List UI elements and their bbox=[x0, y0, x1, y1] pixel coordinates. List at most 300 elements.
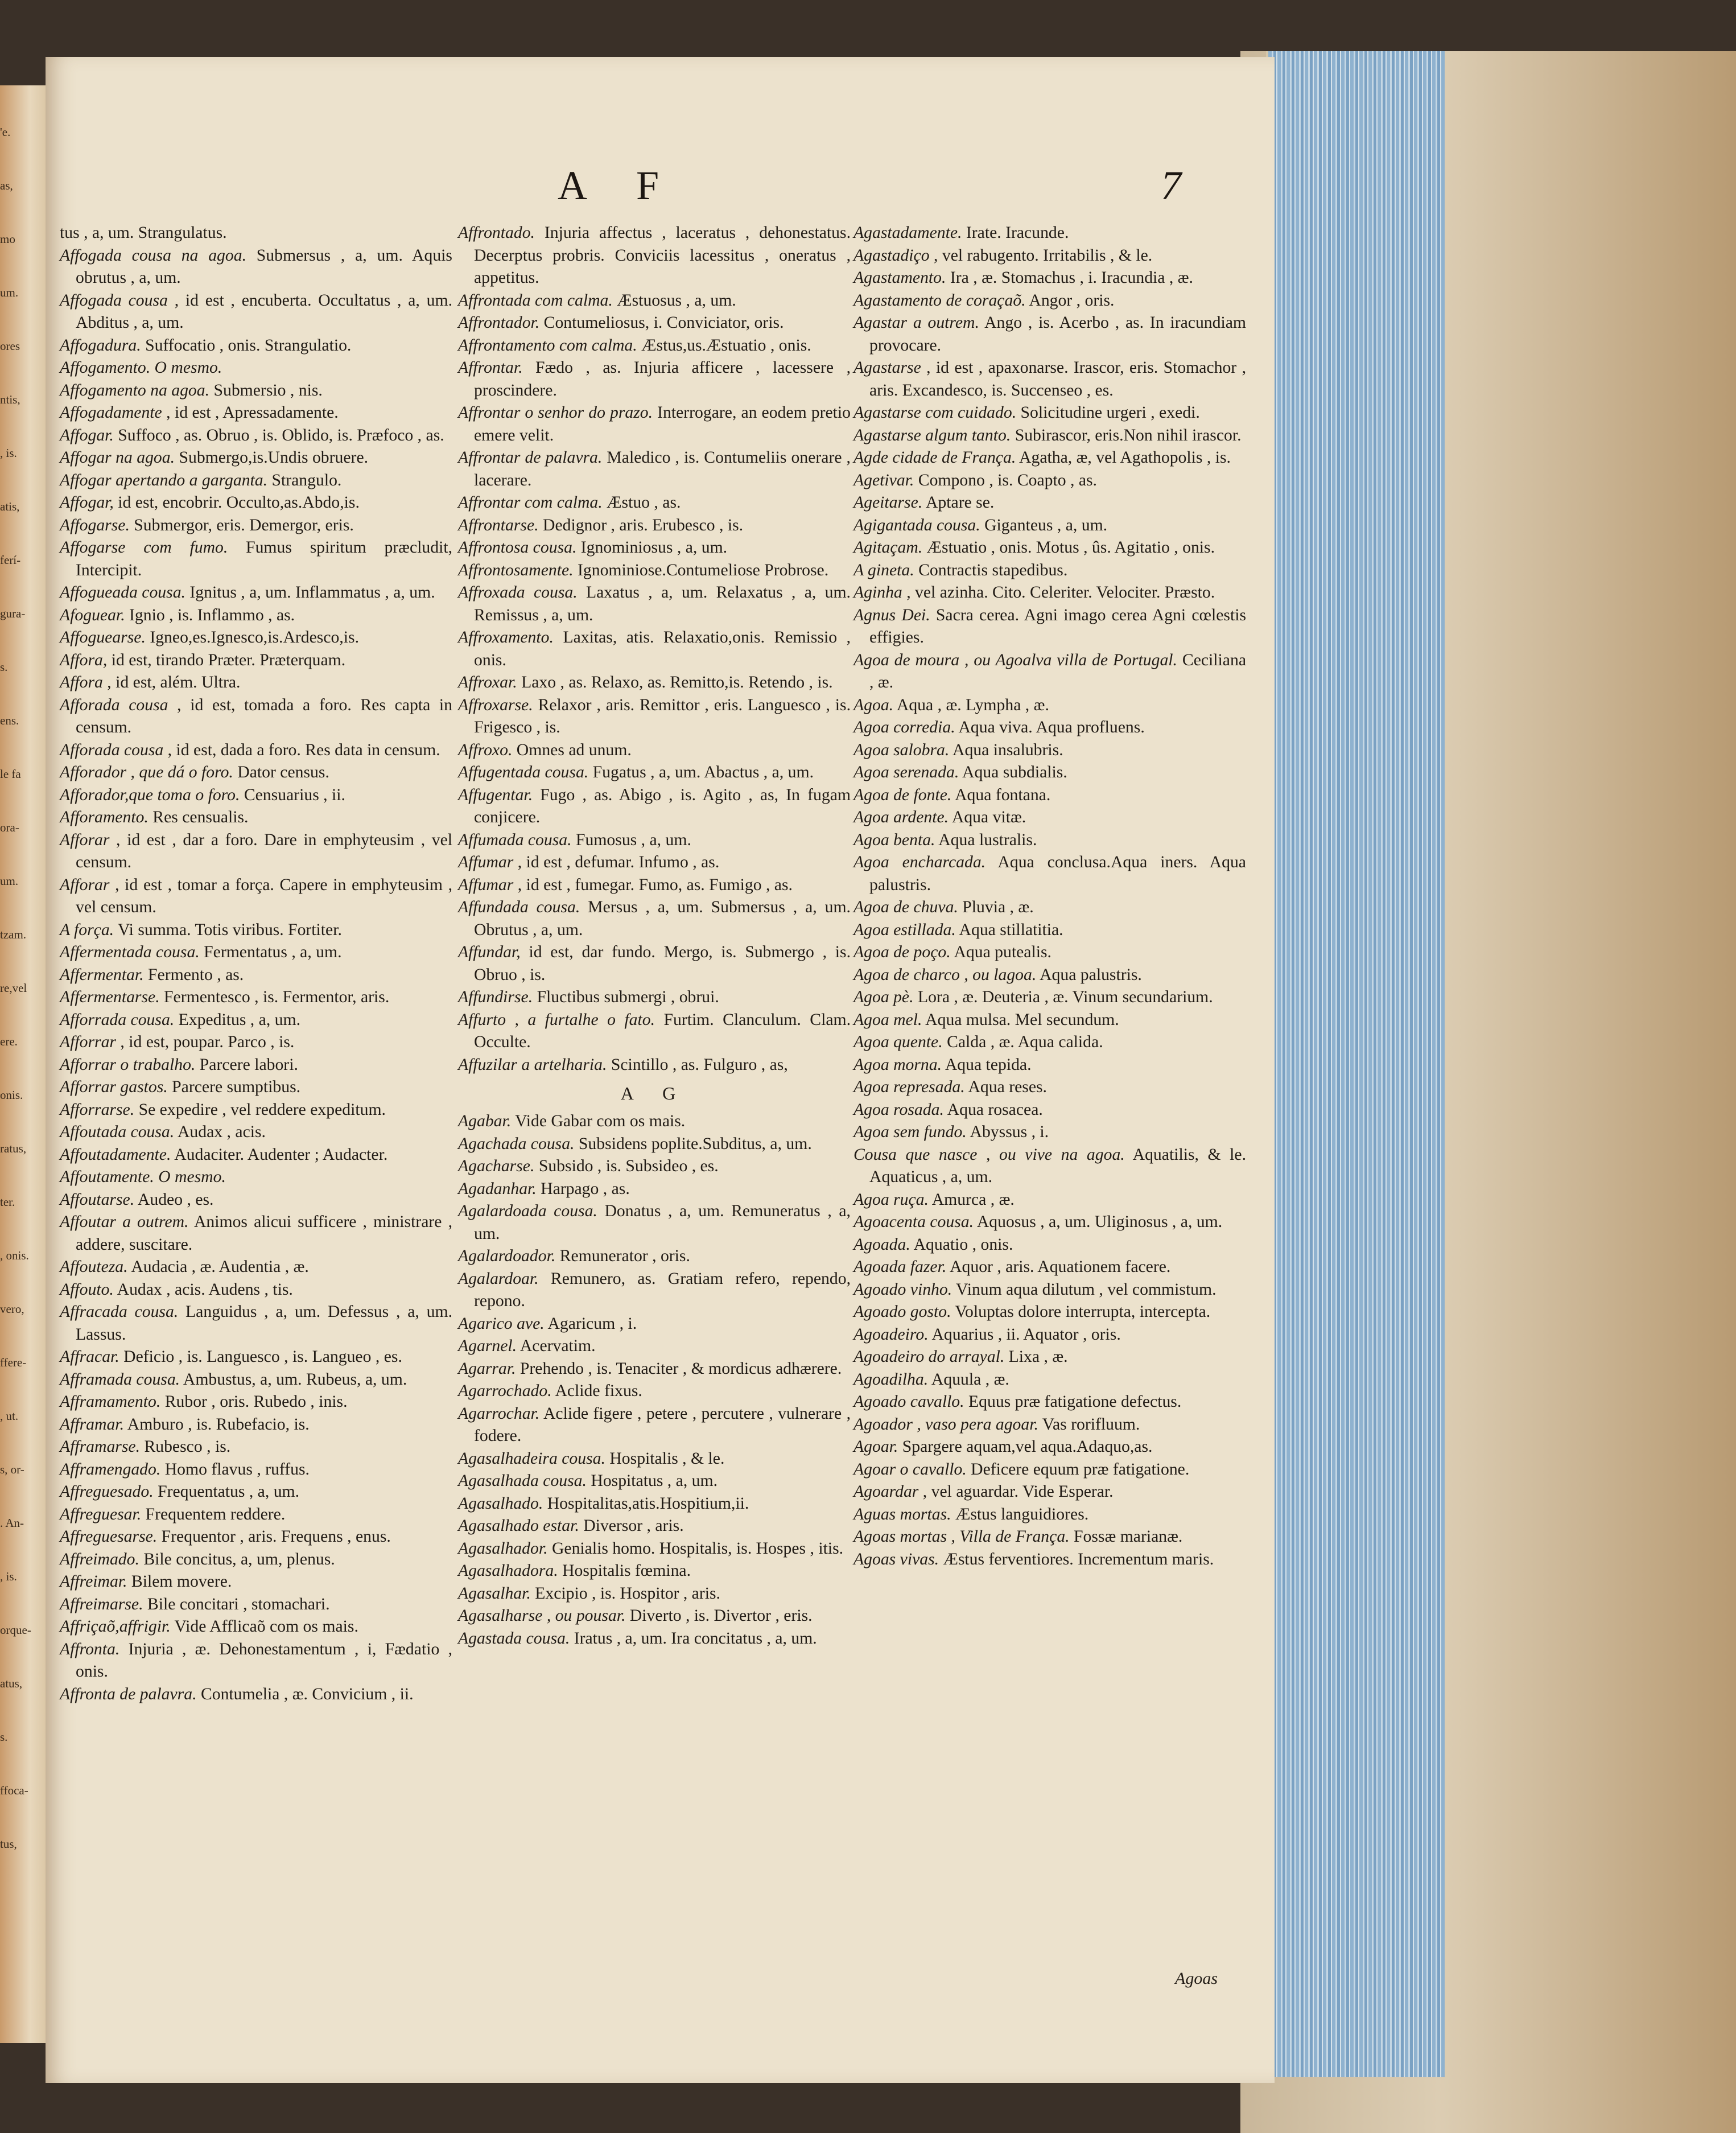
entry-headword: Agabar. bbox=[458, 1112, 512, 1130]
dictionary-entry bbox=[853, 851, 1246, 896]
entry-definition: Injuria affectus , laceratus , dehonestatus. Decerptus probris. Conviciis lacessitus , oneratus , appetitus. bbox=[474, 224, 851, 287]
entry-definition: Fossæ marianæ. bbox=[1069, 1527, 1183, 1546]
entry-headword: Affrontada com calma. bbox=[458, 291, 613, 310]
left-page-text: , is. bbox=[0, 446, 17, 460]
entry-headword: Agastarse algum tanto. bbox=[853, 426, 1011, 444]
left-page-text: ter. bbox=[0, 1195, 15, 1209]
dictionary-entry bbox=[853, 582, 1246, 604]
entry-headword: Agoacenta cousa. bbox=[853, 1213, 974, 1231]
entry-definition: Dedignor , aris. Erubesco , is. bbox=[538, 516, 744, 534]
entry-headword: Afforrada cousa. bbox=[60, 1010, 175, 1029]
entry-definition: id est, encobrir. Occulto,as.Abdo,is. bbox=[113, 493, 360, 512]
entry-definition: Harpago , as. bbox=[536, 1179, 630, 1198]
entry-definition: Voluptas dolore interrupta, intercepta. bbox=[951, 1303, 1211, 1321]
dictionary-entry bbox=[60, 425, 452, 447]
dictionary-entry bbox=[458, 1245, 851, 1268]
entry-definition: Aqua stillatitia. bbox=[955, 920, 1063, 939]
entry-definition: Remunero, as. Gratiam refero, rependo, repono. bbox=[474, 1269, 851, 1310]
dictionary-entry bbox=[458, 559, 851, 582]
dictionary-entry bbox=[60, 829, 452, 874]
dictionary-entry bbox=[60, 1616, 452, 1638]
dictionary-entry bbox=[458, 1358, 851, 1381]
entry-headword: Afforar bbox=[60, 875, 110, 894]
entry-headword: Agastamento de coraçaõ. bbox=[853, 291, 1026, 310]
dictionary-entry bbox=[853, 1189, 1246, 1212]
dictionary-entry bbox=[853, 1211, 1246, 1234]
entry-definition: Animos alicui sufficere , ministrare , addere, suscitare. bbox=[76, 1213, 452, 1254]
entry-headword: Agnus Dei. bbox=[853, 606, 930, 624]
entry-headword: Affermentada cousa. bbox=[60, 943, 200, 961]
dictionary-entry bbox=[60, 380, 452, 402]
left-page-text: um. bbox=[0, 874, 19, 888]
left-page-text: atis, bbox=[0, 500, 20, 513]
dictionary-entry bbox=[458, 1515, 851, 1538]
entry-headword: Affermentar. bbox=[60, 965, 144, 984]
dictionary-entry bbox=[458, 784, 851, 829]
dictionary-entry bbox=[853, 402, 1246, 425]
entry-headword: Agoa represada. bbox=[853, 1078, 965, 1096]
dictionary-entry bbox=[853, 1481, 1246, 1504]
entry-definition: Aqua insalubris. bbox=[949, 740, 1063, 759]
entry-definition: Igneo,es.Ignesco,is.Ardesco,is. bbox=[145, 628, 360, 647]
dictionary-entry bbox=[853, 1369, 1246, 1391]
dictionary-entry bbox=[853, 1459, 1246, 1481]
entry-headword: Agarnel. bbox=[458, 1337, 517, 1355]
entry-definition: Ignitus , a, um. Inflammatus , a, um. bbox=[185, 583, 435, 602]
dictionary-entry bbox=[60, 672, 452, 694]
entry-headword: Agastadamente. bbox=[853, 224, 962, 242]
entry-definition: Fluctibus submergi , obrui. bbox=[533, 988, 719, 1006]
left-page-text: ferí- bbox=[0, 553, 21, 567]
page-block-edge bbox=[1266, 51, 1445, 2077]
dictionary-entry bbox=[60, 964, 452, 987]
left-page-text: ntis, bbox=[0, 393, 20, 406]
dictionary-entry bbox=[458, 514, 851, 537]
entry-definition: Frequentor , aris. Frequens , enus. bbox=[157, 1527, 391, 1546]
dictionary-entry bbox=[458, 874, 851, 897]
entry-definition: , id est, além. Ultra. bbox=[102, 673, 241, 691]
entry-headword: Aginha bbox=[853, 583, 902, 602]
dictionary-entry bbox=[853, 492, 1246, 514]
entry-headword: Agigantada cousa. bbox=[853, 516, 980, 534]
entry-headword: Agoa de charco , ou lagoa. bbox=[853, 965, 1037, 984]
dictionary-entry bbox=[853, 1099, 1246, 1122]
column-1 bbox=[60, 222, 452, 1706]
entry-headword: Afframengado. bbox=[60, 1460, 161, 1479]
entry-definition: Laxatus , a, um. Relaxatus , a, um. Remissus , a, um. bbox=[474, 583, 851, 624]
dictionary-entry bbox=[60, 1054, 452, 1077]
dictionary-entry bbox=[60, 537, 452, 582]
entry-headword: Affora, bbox=[60, 650, 108, 669]
dictionary-entry bbox=[60, 1031, 452, 1054]
entry-headword: Agadanhar. bbox=[458, 1179, 537, 1198]
entry-definition: Fugatus , a, um. Abactus , a, um. bbox=[588, 763, 814, 781]
column-3 bbox=[853, 222, 1246, 1571]
dictionary-entry bbox=[853, 806, 1246, 829]
entry-headword: Agasalhador. bbox=[458, 1539, 548, 1558]
entry-headword: Agalardoador. bbox=[458, 1247, 556, 1265]
left-page-text: um. bbox=[0, 286, 19, 299]
dictionary-entry bbox=[458, 829, 851, 852]
dictionary-entry bbox=[60, 582, 452, 604]
entry-definition: Frequentem reddere. bbox=[141, 1505, 286, 1523]
entry-headword: Agoa mel. bbox=[853, 1010, 922, 1029]
dictionary-entry bbox=[853, 649, 1246, 694]
dictionary-entry bbox=[60, 1436, 452, 1459]
left-page-text: 'e. bbox=[0, 125, 11, 139]
dictionary-entry bbox=[853, 1009, 1246, 1032]
entry-headword: Affundar, bbox=[458, 943, 521, 961]
entry-definition: tus , a, um. Strangulatus. bbox=[60, 224, 227, 242]
dictionary-entry bbox=[853, 447, 1246, 470]
entry-definition: Æstuatio , onis. Motus , ûs. Agitatio , onis. bbox=[922, 538, 1215, 557]
dictionary-entry bbox=[60, 1076, 452, 1099]
entry-definition: Fumus spiritum præcludit, Intercipit. bbox=[76, 538, 453, 579]
entry-headword: Affoutarse. bbox=[60, 1190, 135, 1209]
entry-definition: , id est , apaxonarse. Irascor, eris. Stomachor , aris. Excandesco, is. Succenseo , es. bbox=[869, 359, 1246, 400]
dictionary-entry bbox=[853, 1391, 1246, 1414]
entry-headword: Affogamento na agoa. bbox=[60, 381, 210, 400]
entry-definition: Bilem movere. bbox=[127, 1572, 232, 1591]
dictionary-entry bbox=[458, 312, 851, 335]
entry-definition: Bile concitari , stomachari. bbox=[143, 1595, 330, 1613]
entry-headword: Agoadeiro. bbox=[853, 1325, 929, 1344]
entry-headword: Affurto , a furtalhe o fato. bbox=[458, 1010, 655, 1029]
dictionary-entry bbox=[853, 1256, 1246, 1279]
dictionary-entry bbox=[853, 470, 1246, 492]
entry-definition: Strangulo. bbox=[267, 471, 342, 489]
entry-definition: Æstus,us.Æstuatio , onis. bbox=[637, 336, 811, 355]
dictionary-entry bbox=[458, 492, 851, 514]
entry-definition: Giganteus , a, um. bbox=[980, 516, 1108, 534]
entry-definition: , id est, tomada a foro. Res capta in censum. bbox=[76, 695, 452, 736]
entry-headword: Affroxarse. bbox=[458, 695, 533, 714]
entry-headword: Agoadeiro do arrayal. bbox=[853, 1348, 1005, 1366]
entry-definition: Aquosus , a, um. Uliginosus , a, um. bbox=[974, 1213, 1223, 1231]
entry-headword: Agachada cousa. bbox=[458, 1134, 575, 1153]
entry-headword: Agoar. bbox=[853, 1438, 898, 1456]
dictionary-entry bbox=[458, 1054, 851, 1077]
dictionary-entry bbox=[458, 761, 851, 784]
dictionary-entry bbox=[853, 761, 1246, 784]
entry-headword: Agastadiço bbox=[853, 246, 930, 265]
entry-definition: Se expedire , vel reddere expeditum. bbox=[134, 1100, 386, 1119]
left-page-text: , is. bbox=[0, 1570, 17, 1583]
dictionary-entry bbox=[853, 1076, 1246, 1099]
dictionary-entry bbox=[60, 874, 452, 919]
entry-definition: Fædo , as. Injuria afficere , lacessere , proscindere. bbox=[474, 359, 851, 400]
dictionary-entry bbox=[458, 290, 851, 312]
entry-definition: Pluvia , æ. bbox=[958, 898, 1034, 916]
entry-definition: Mersus , a, um. Submersus , a, um. Obrutus , a, um. bbox=[474, 898, 851, 939]
entry-headword: Agarrochar. bbox=[458, 1404, 540, 1423]
dictionary-entry bbox=[853, 896, 1246, 919]
dictionary-entry bbox=[60, 1279, 452, 1302]
entry-definition: Subsido , is. Subsideo , es. bbox=[534, 1157, 719, 1175]
dictionary-entry bbox=[60, 1189, 452, 1212]
entry-definition: Amurca , æ. bbox=[928, 1190, 1015, 1209]
left-page-text: s. bbox=[0, 1730, 8, 1744]
left-page-text: ratus, bbox=[0, 1142, 27, 1155]
dictionary-entry bbox=[60, 919, 452, 942]
left-page-text: mo bbox=[0, 232, 15, 246]
left-page-text: s, or- bbox=[0, 1463, 24, 1476]
dictionary-entry bbox=[458, 672, 851, 694]
left-page-text: re,vel bbox=[0, 981, 27, 995]
entry-definition: Subirascor, eris.Non nihil irascor. bbox=[1011, 426, 1242, 444]
dictionary-entry bbox=[60, 784, 452, 807]
entry-headword: Agoar o cavallo. bbox=[853, 1460, 967, 1479]
left-page-text: ores bbox=[0, 339, 20, 353]
entry-definition: Aqua lustralis. bbox=[935, 830, 1037, 849]
entry-definition: Submersus , a, um. Aquis obrutus , a, um. bbox=[76, 246, 452, 287]
entry-headword: Agoa morna. bbox=[853, 1055, 942, 1074]
left-page-text: vero, bbox=[0, 1302, 24, 1316]
entry-definition: Suffocatio , onis. Strangulatio. bbox=[141, 336, 352, 355]
entry-definition: Hospitatus , a, um. bbox=[586, 1472, 718, 1490]
dictionary-entry bbox=[458, 335, 851, 357]
entry-definition: Frequentatus , a, um. bbox=[153, 1483, 300, 1501]
entry-headword: Affrontar. bbox=[458, 359, 523, 377]
entry-headword: Agasalhado estar. bbox=[458, 1517, 579, 1535]
dictionary-entry bbox=[458, 896, 851, 941]
entry-definition: , vel rabugento. Irritabilis , & le. bbox=[929, 246, 1153, 265]
entry-headword: Cousa que nasce , ou vive na agoa. bbox=[853, 1145, 1125, 1164]
entry-headword: Affroxamento. bbox=[458, 628, 554, 647]
entry-headword: Agarico ave. bbox=[458, 1314, 545, 1333]
dictionary-entry bbox=[458, 694, 851, 739]
entry-headword: Agetivar. bbox=[853, 471, 914, 489]
entry-headword: Afforador,que toma o foro. bbox=[60, 785, 240, 804]
dictionary-entry bbox=[853, 1346, 1246, 1369]
entry-headword: Agastamento. bbox=[853, 269, 946, 287]
entry-definition: Ambustus, a, um. Rubeus, a, um. bbox=[180, 1370, 407, 1389]
entry-definition: Aqua fontana. bbox=[951, 785, 1051, 804]
dictionary-entry bbox=[60, 1211, 452, 1256]
dictionary-entry bbox=[458, 627, 851, 672]
dictionary-entry bbox=[458, 1583, 851, 1605]
entry-headword: Agoas mortas , Villa de França. bbox=[853, 1527, 1070, 1546]
entry-definition: Laxo , as. Relaxo, as. Remitto,is. Retendo , is. bbox=[517, 673, 833, 691]
entry-headword: Agarrar. bbox=[458, 1359, 516, 1378]
dictionary-entry bbox=[458, 1200, 851, 1245]
entry-definition: Languidus , a, um. Defessus , a, um. Lassus. bbox=[76, 1303, 452, 1344]
entry-headword: Affroxada cousa. bbox=[458, 583, 578, 602]
dictionary-entry bbox=[458, 222, 851, 290]
dictionary-entry bbox=[853, 1234, 1246, 1257]
dictionary-entry bbox=[458, 1380, 851, 1403]
entry-headword: Affreguesar. bbox=[60, 1505, 142, 1523]
entry-definition: Aqua putealis. bbox=[950, 943, 1052, 961]
entry-definition: Contractis stapedibus. bbox=[914, 561, 1068, 579]
dictionary-page bbox=[46, 57, 1275, 2083]
entry-headword: Agoadilha. bbox=[853, 1370, 929, 1389]
entry-definition: Solicitudine urgeri , exedi. bbox=[1016, 403, 1200, 422]
entry-definition: Audax , acis. Audens , tis. bbox=[113, 1280, 293, 1299]
entry-headword: Affronta de palavra. bbox=[60, 1685, 197, 1703]
dictionary-entry bbox=[60, 761, 452, 784]
entry-definition: Diverto , is. Divertor , eris. bbox=[625, 1607, 813, 1625]
entry-headword: Agoado gosto. bbox=[853, 1303, 951, 1321]
entry-headword: Affumar bbox=[458, 853, 514, 871]
entry-headword: Agoado cavallo. bbox=[853, 1393, 964, 1411]
entry-headword: Agoada. bbox=[853, 1235, 910, 1254]
entry-definition: Aqua palustris. bbox=[1036, 965, 1142, 984]
entry-headword: Affrontar com calma. bbox=[458, 493, 603, 512]
dictionary-entry bbox=[60, 1301, 452, 1346]
entry-headword: Agoa pè. bbox=[853, 988, 914, 1006]
dictionary-entry bbox=[853, 425, 1246, 447]
entry-headword: Afforada cousa bbox=[60, 695, 168, 714]
entry-headword: Affreimarse. bbox=[60, 1595, 143, 1613]
entry-definition: Omnes ad unum. bbox=[512, 740, 632, 759]
entry-headword: Affumada cousa. bbox=[458, 830, 572, 849]
dictionary-entry bbox=[60, 290, 452, 335]
entry-headword: Agitaçam. bbox=[853, 538, 923, 557]
dictionary-entry bbox=[853, 964, 1246, 987]
left-page-text: tzam. bbox=[0, 928, 27, 941]
dictionary-entry bbox=[60, 1099, 452, 1122]
entry-headword: Affogarse com fumo. bbox=[60, 538, 228, 557]
entry-definition: Donatus , a, um. Remuneratus , a, um. bbox=[474, 1202, 851, 1243]
entry-definition: Rubesco , is. bbox=[140, 1438, 231, 1456]
dictionary-entry bbox=[853, 919, 1246, 942]
entry-headword: Afforrar gastos. bbox=[60, 1078, 168, 1096]
entry-definition: Hospitalis fœmina. bbox=[558, 1562, 691, 1580]
entry-headword: A força. bbox=[60, 920, 114, 939]
entry-definition: Acervatim. bbox=[517, 1337, 596, 1355]
entry-definition: Angor , oris. bbox=[1025, 291, 1115, 310]
entry-definition: Æstuo , as. bbox=[602, 493, 681, 512]
dictionary-entry bbox=[458, 1313, 851, 1336]
entry-headword: Affreimado. bbox=[60, 1550, 139, 1568]
entry-definition: Aqua viva. Aqua profluens. bbox=[955, 718, 1145, 736]
entry-headword: Affoutar a outrem. bbox=[60, 1213, 189, 1231]
entry-headword: Affrontado. bbox=[458, 224, 535, 242]
entry-definition: Calda , æ. Aqua calida. bbox=[942, 1033, 1103, 1051]
dictionary-entry bbox=[60, 1459, 452, 1481]
entry-headword: Affogadamente bbox=[60, 403, 162, 422]
entry-definition: Rubor , oris. Rubedo , inis. bbox=[160, 1393, 348, 1411]
page-number: 7 bbox=[1161, 163, 1181, 208]
dictionary-entry bbox=[458, 986, 851, 1009]
entry-headword: Affora bbox=[60, 673, 103, 691]
entry-headword: Affreimar. bbox=[60, 1572, 127, 1591]
entry-headword: Agoa salobra. bbox=[853, 740, 950, 759]
entry-headword: Agasalhar. bbox=[458, 1584, 531, 1603]
dictionary-entry bbox=[458, 1335, 851, 1358]
entry-definition: Agatha, æ, vel Agathopolis , is. bbox=[1016, 448, 1231, 467]
dictionary-entry bbox=[853, 941, 1246, 964]
dictionary-entry bbox=[60, 604, 452, 627]
entry-headword: Affrontar o senhor do prazo. bbox=[458, 403, 653, 422]
dictionary-entry bbox=[458, 357, 851, 402]
entry-definition: Subsidens poplite.Subditus, a, um. bbox=[574, 1134, 812, 1153]
entry-definition: Fumosus , a, um. bbox=[571, 830, 691, 849]
dictionary-entry bbox=[458, 1268, 851, 1313]
entry-definition: Aquula , æ. bbox=[928, 1370, 1009, 1389]
dictionary-entry bbox=[60, 1369, 452, 1391]
left-page-fragment bbox=[0, 85, 50, 2043]
entry-headword: Agoa quente. bbox=[853, 1033, 943, 1051]
entry-headword: Affogada cousa bbox=[60, 291, 168, 310]
entry-headword: Afframarse. bbox=[60, 1438, 141, 1456]
entry-definition: Aquatilis, & le. Aquaticus , a, um. bbox=[869, 1145, 1247, 1186]
entry-headword: Agastada cousa. bbox=[458, 1629, 570, 1648]
entry-definition: Aqua subdialis. bbox=[959, 763, 1067, 781]
entry-definition: Compono , is. Coapto , as. bbox=[914, 471, 1097, 489]
entry-headword: Agoa estillada. bbox=[853, 920, 956, 939]
entry-definition: Aqua conclusa.Aqua iners. Aqua palustris. bbox=[869, 853, 1246, 894]
dictionary-entry bbox=[60, 1166, 452, 1189]
dictionary-entry bbox=[60, 447, 452, 470]
entry-headword: Affrontamento com calma. bbox=[458, 336, 637, 355]
entry-definition: , id est, dada a foro. Res data in censum. bbox=[163, 740, 440, 759]
entry-definition: Submergor, eris. Demergor, eris. bbox=[129, 516, 354, 534]
entry-headword: Affriçaõ,affrigir. bbox=[60, 1617, 171, 1636]
entry-headword: Affracar. bbox=[60, 1348, 119, 1366]
dictionary-entry bbox=[458, 1605, 851, 1628]
entry-headword: Affuzilar a artelharia. bbox=[458, 1055, 607, 1074]
entry-definition: Remunerator , oris. bbox=[555, 1247, 690, 1265]
entry-headword: Agalardoada cousa. bbox=[458, 1202, 597, 1220]
entry-definition: id est, tirando Præter. Præterquam. bbox=[107, 650, 346, 669]
dictionary-entry bbox=[60, 1414, 452, 1436]
entry-definition: id est, dar fundo. Mergo, is. Submergo , is. Obruo , is. bbox=[474, 943, 851, 984]
entry-headword: Agoa benta. bbox=[853, 830, 935, 849]
entry-definition: Lora , æ. Deuteria , æ. Vinum secundarium. bbox=[913, 988, 1213, 1006]
entry-definition: Excipio , is. Hospitor , aris. bbox=[530, 1584, 720, 1603]
dictionary-entry bbox=[853, 1121, 1246, 1144]
entry-headword: Agarrochado. bbox=[458, 1382, 552, 1400]
dictionary-entry bbox=[853, 290, 1246, 312]
entry-headword: Ageitarse. bbox=[853, 493, 923, 512]
left-page-text: tus, bbox=[0, 1837, 17, 1851]
dictionary-entry bbox=[853, 357, 1246, 402]
entry-definition: Abyssus , i. bbox=[966, 1123, 1049, 1141]
dictionary-entry bbox=[853, 986, 1246, 1009]
entry-definition: Fermentesco , is. Fermentor, aris. bbox=[159, 988, 390, 1006]
section-heading: A G bbox=[620, 1083, 688, 1103]
entry-headword: Affrontar de palavra. bbox=[458, 448, 603, 467]
entry-headword: Affouteza. bbox=[60, 1258, 128, 1276]
entry-definition: Ignominiose.Contumeliose Probrose. bbox=[573, 561, 829, 579]
entry-definition: Aqua , æ. Lympha , æ. bbox=[893, 695, 1049, 714]
dictionary-entry bbox=[853, 1549, 1246, 1571]
entry-headword: Afforar bbox=[60, 830, 110, 849]
entry-definition: Aqua rosacea. bbox=[943, 1100, 1043, 1119]
dictionary-entry bbox=[853, 1436, 1246, 1459]
entry-headword: Affogadura. bbox=[60, 336, 141, 355]
entry-headword: Affoutadamente. bbox=[60, 1145, 171, 1164]
entry-headword: Agoa rosada. bbox=[853, 1100, 944, 1119]
entry-definition: Fermento , as. bbox=[143, 965, 244, 984]
entry-definition: Irate. Iracunde. bbox=[962, 224, 1069, 242]
entry-definition: Vi summa. Totis viribus. Fortiter. bbox=[114, 920, 342, 939]
dictionary-entry bbox=[853, 717, 1246, 739]
dictionary-entry bbox=[853, 694, 1246, 717]
entry-definition: Diversor , aris. bbox=[579, 1517, 684, 1535]
dictionary-entry bbox=[60, 357, 452, 380]
entry-headword: Affogar, bbox=[60, 493, 114, 512]
entry-headword: Agoardar bbox=[853, 1483, 919, 1501]
entry-headword: Affrontarse. bbox=[458, 516, 539, 534]
dictionary-entry bbox=[458, 582, 851, 627]
entry-headword: Afframamento. bbox=[60, 1393, 161, 1411]
dictionary-entry bbox=[60, 1593, 452, 1616]
entry-headword: Affogamento. O mesmo. bbox=[60, 359, 222, 377]
entry-definition: Aqua mulsa. Mel secundum. bbox=[922, 1010, 1119, 1029]
